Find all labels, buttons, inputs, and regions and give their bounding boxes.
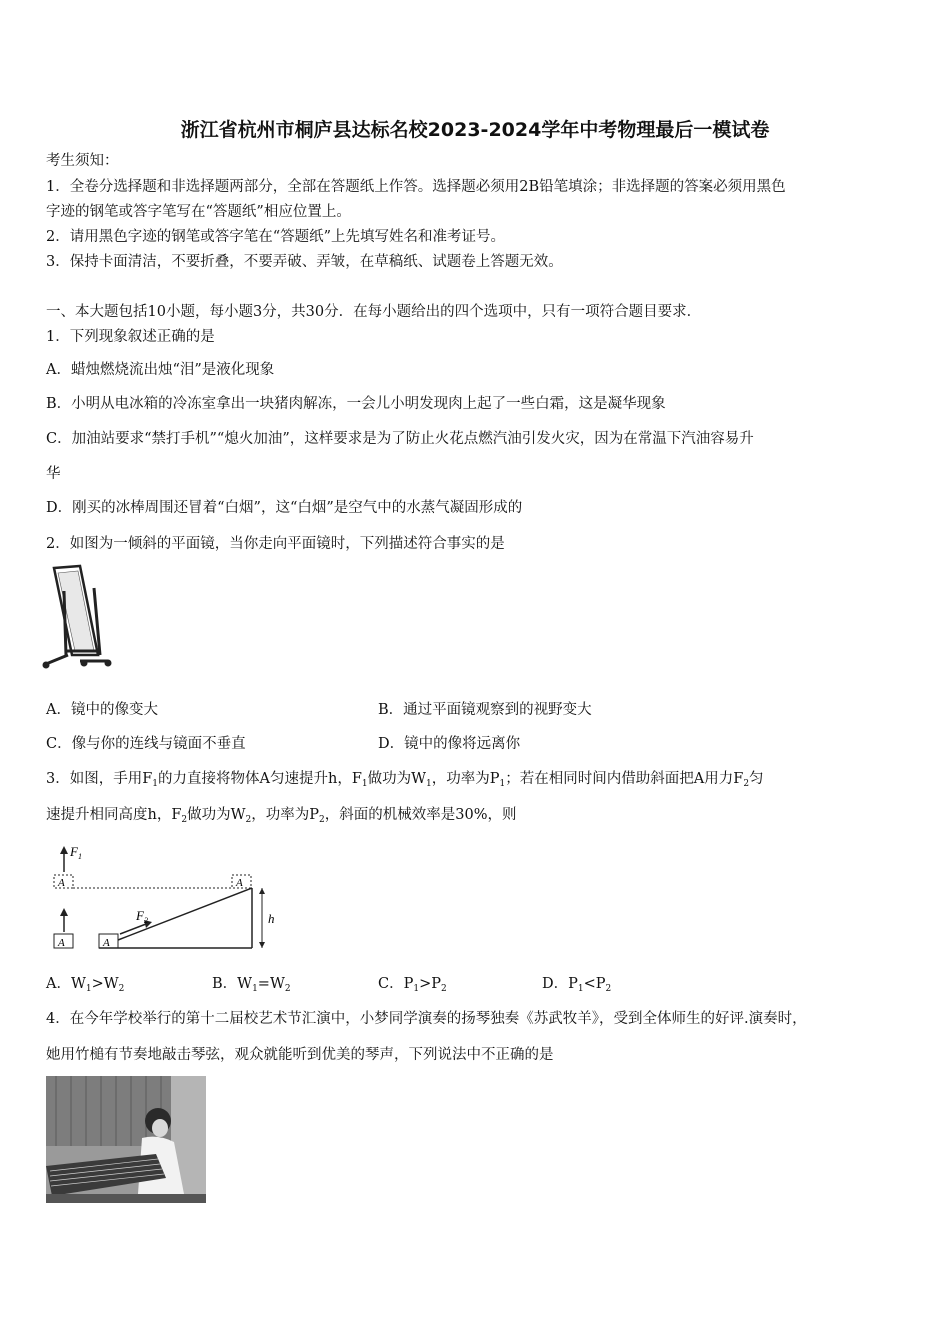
- q1-option-c-cont: 华: [46, 466, 61, 482]
- yangqin-photo: [46, 1076, 206, 1203]
- q3-option-d: D．$P_1<P_2$: [542, 976, 612, 994]
- svg-text:h: h: [268, 911, 275, 926]
- q3-stem-line1: 3．如图，手用$F_1$的力直接将物体A匀速提升h，$F_1$做功为$W_1$，功率为$P_1$；若在相同时间内借助斜面把A用力$F_2$匀: [46, 771, 764, 789]
- notice-item: 3．保持卡面清洁，不要折叠，不要弄破、弄皱，在草稿纸、试题卷上答题无效。: [46, 254, 563, 270]
- svg-text:A: A: [103, 937, 110, 949]
- q4-stem-line2: 她用竹槌有节奏地敲击琴弦，观众就能听到优美的琴声，下列说法中不正确的是: [46, 1047, 554, 1063]
- q2-option-c: C．像与你的连线与镜面不垂直: [46, 736, 246, 752]
- svg-text:A: A: [58, 877, 65, 889]
- svg-text:A: A: [236, 877, 243, 889]
- q2-option-b: B．通过平面镜观察到的视野变大: [378, 702, 592, 718]
- f1-label: $F_1$: [70, 844, 82, 861]
- q1-stem: 1．下列现象叙述正确的是: [46, 329, 215, 345]
- q1-option-d: D．刚买的冰棒周围还冒着“白烟”，这“白烟”是空气中的水蒸气凝固形成的: [46, 500, 523, 516]
- q3-option-a: A．$W_1>W_2$: [46, 976, 125, 994]
- incline-figure: [44, 842, 284, 954]
- svg-text:A: A: [58, 937, 65, 949]
- q1-option-a: A．蜡烛燃烧流出烛“泪”是液化现象: [46, 362, 275, 378]
- notice-item: 2．请用黑色字迹的钢笔或答字笔在“答题纸”上先填写姓名和准考证号。: [46, 229, 506, 245]
- q2-option-a: A．镜中的像变大: [46, 702, 158, 718]
- q3-stem-line2: 速提升相同高度h，$F_2$做功为$W_2$，功率为$P_2$，斜面的机械效率是30%，则: [46, 807, 517, 825]
- section-heading: 一、本大题包括10小题，每小题3分，共30分．在每小题给出的四个选项中，只有一项符合题目要求．: [46, 304, 702, 320]
- q4-stem-line1: 4．在今年学校举行的第十二届校艺术节汇演中，小梦同学演奏的扬琴独奏《苏武牧羊》，受到全体师生的好评.演奏时，: [46, 1011, 807, 1027]
- notice-heading: 考生须知：: [46, 153, 119, 169]
- page-title: 浙江省杭州市桐庐县达标名校2023-2024学年中考物理最后一模试卷: [180, 119, 770, 141]
- q3-option-c: C．$P_1>P_2$: [378, 976, 447, 994]
- notice-item: 字迹的钢笔或答字笔写在“答题纸”相应位置上。: [46, 204, 351, 220]
- f2-label: $F_2$: [136, 908, 148, 925]
- q2-option-d: D．镜中的像将远离你: [378, 736, 521, 752]
- q2-stem: 2．如图为一倾斜的平面镜，当你走向平面镜时，下列描述符合事实的是: [46, 536, 505, 552]
- q3-option-b: B．$W_1=W_2$: [212, 976, 291, 994]
- q1-option-c: C．加油站要求“禁打手机”“熄火加油”，这样要求是为了防止火花点燃汽油引发火灾，因为在常温下汽油容易升: [46, 431, 754, 447]
- mirror-figure: [42, 563, 117, 673]
- notice-item: 1．全卷分选择题和非选择题两部分，全部在答题纸上作答。选择题必须用2B铅笔填涂；非选择题的答案必须用黑色: [46, 179, 786, 195]
- q1-option-b: B．小明从电冰箱的冷冻室拿出一块猪肉解冻，一会儿小明发现肉上起了一些白霜，这是凝华现象: [46, 396, 666, 412]
